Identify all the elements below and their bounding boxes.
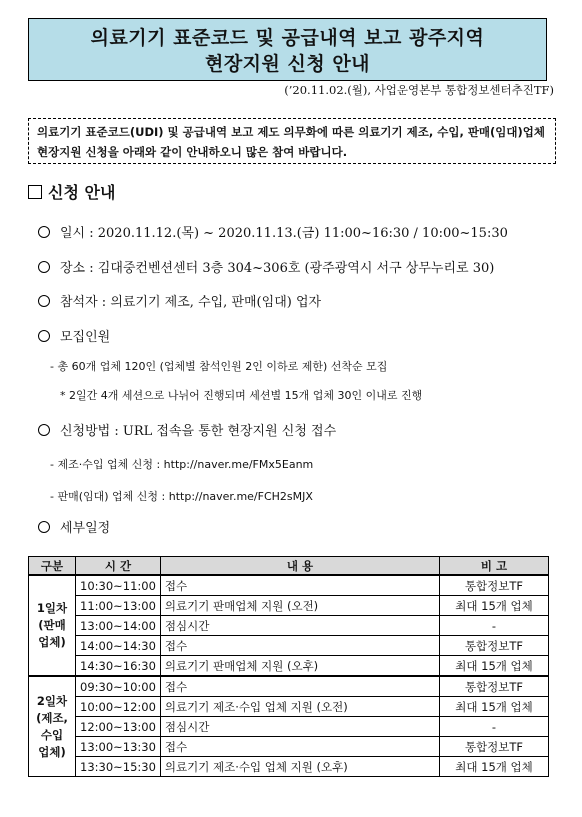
cell-time: 13:00~14:00 [76, 616, 161, 636]
table-row [29, 757, 549, 777]
circle-bullet-icon [38, 424, 50, 436]
cell-note: 통합정보TF [440, 737, 549, 757]
cell-note: 최대 15개 업체 [440, 697, 549, 717]
table-row [29, 596, 549, 616]
table-row [29, 676, 549, 697]
cell-note: 통합정보TF [440, 636, 549, 656]
item-schedule-text: 세부일정 [60, 521, 111, 536]
item-date [38, 222, 508, 241]
checkbox-square-icon [28, 185, 42, 199]
cell-note: 통합정보TF [440, 575, 549, 596]
schedule-table [28, 556, 549, 777]
circle-bullet-icon [38, 226, 50, 238]
circle-bullet-icon [38, 521, 50, 533]
cell-content: 의료기기 제조·수입 업체 지원 (오전) [160, 697, 439, 717]
section-heading [28, 180, 115, 203]
cell-content: 의료기기 제조·수입 업체 지원 (오후) [160, 757, 439, 777]
cell-content: 접수 [160, 737, 439, 757]
day1-label: 1일차 (판매 업체) [29, 575, 76, 676]
cell-content: 접수 [160, 676, 439, 697]
table-header-row [29, 557, 549, 576]
cell-content: 접수 [160, 636, 439, 656]
item-attendee [38, 291, 321, 310]
item-method [38, 420, 336, 439]
title-box [28, 18, 547, 81]
header-time: 시 간 [76, 557, 161, 576]
table-row [29, 717, 549, 737]
title-line-1: 의료기기 표준코드 및 공급내역 보고 광주지역 [90, 27, 485, 49]
cell-time: 13:00~13:30 [76, 737, 161, 757]
cell-note: - [440, 717, 549, 737]
table-row [29, 737, 549, 757]
table-row [29, 636, 549, 656]
item-attendee-text: 참석자 : 의료기기 제조, 수입, 판매(임대) 업자 [60, 295, 322, 310]
cell-note: 통합정보TF [440, 676, 549, 697]
day2-label: 2일차 (제조, 수입 업체) [29, 676, 76, 777]
item-date-text: 일시 : 2020.11.12.(목) ~ 2020.11.13.(금) 11:00~16:30 / 10:00~15:30 [60, 226, 508, 241]
subtitle: (’20.11.02.(월), 사업운영본부 통합정보센터추진TF) [284, 83, 554, 97]
item-schedule [38, 517, 110, 536]
cell-time: 11:00~13:00 [76, 596, 161, 616]
cell-time: 10:00~12:00 [76, 697, 161, 717]
item-recruit-text: 모집인원 [60, 330, 111, 345]
table-row [29, 656, 549, 677]
cell-note: 최대 15개 업체 [440, 757, 549, 777]
header-content: 내 용 [160, 557, 439, 576]
circle-bullet-icon [38, 330, 50, 342]
section-title: 신청 안내 [48, 183, 116, 202]
cell-time: 13:30~15:30 [76, 757, 161, 777]
cell-content: 의료기기 판매업체 지원 (오후) [160, 656, 439, 677]
circle-bullet-icon [38, 295, 50, 307]
table-row [29, 575, 549, 596]
method-link-seller[interactable]: - 판매(임대) 업체 신청 : http://naver.me/FCH2sMJX [50, 490, 313, 503]
recruit-detail-2: * 2일간 4개 세션으로 나뉘어 진행되며 세션별 15개 업체 30인 이내로 진행 [60, 389, 423, 402]
cell-time: 12:00~13:00 [76, 717, 161, 737]
table-row [29, 616, 549, 636]
cell-time: 14:30~16:30 [76, 656, 161, 677]
cell-note: 최대 15개 업체 [440, 596, 549, 616]
header-note: 비 고 [440, 557, 549, 576]
item-place [38, 257, 494, 276]
circle-bullet-icon [38, 261, 50, 273]
cell-content: 의료기기 판매업체 지원 (오전) [160, 596, 439, 616]
item-method-text: 신청방법 : URL 접속을 통한 현장지원 신청 접수 [60, 424, 337, 439]
cell-time: 09:30~10:00 [76, 676, 161, 697]
recruit-detail-1: - 총 60개 업체 120인 (업체별 참석인원 2인 이하로 제한) 선착순 모집 [50, 360, 388, 373]
cell-content: 점심시간 [160, 616, 439, 636]
item-place-text: 장소 : 김대중컨벤션센터 3층 304~306호 (광주광역시 서구 상무누리로 30) [60, 261, 495, 276]
header-category: 구분 [29, 557, 76, 576]
cell-note: - [440, 616, 549, 636]
cell-note: 최대 15개 업체 [440, 656, 549, 677]
cell-content: 접수 [160, 575, 439, 596]
table-row [29, 697, 549, 717]
cell-time: 14:00~14:30 [76, 636, 161, 656]
cell-content: 점심시간 [160, 717, 439, 737]
cell-time: 10:30~11:00 [76, 575, 161, 596]
notice-box: 의료기기 표준코드(UDI) 및 공급내역 보고 제도 의무화에 따른 의료기기 제조, 수입, 판매(임대)업체 현장지원 신청을 아래와 같이 안내하오니 많은 참여 바랍니다. [28, 118, 556, 164]
item-recruit [38, 326, 110, 345]
title-line-2: 현장지원 신청 안내 [204, 53, 371, 75]
method-link-manufacturer[interactable]: - 제조·수입 업체 신청 : http://naver.me/FMx5Eanm [50, 458, 314, 471]
